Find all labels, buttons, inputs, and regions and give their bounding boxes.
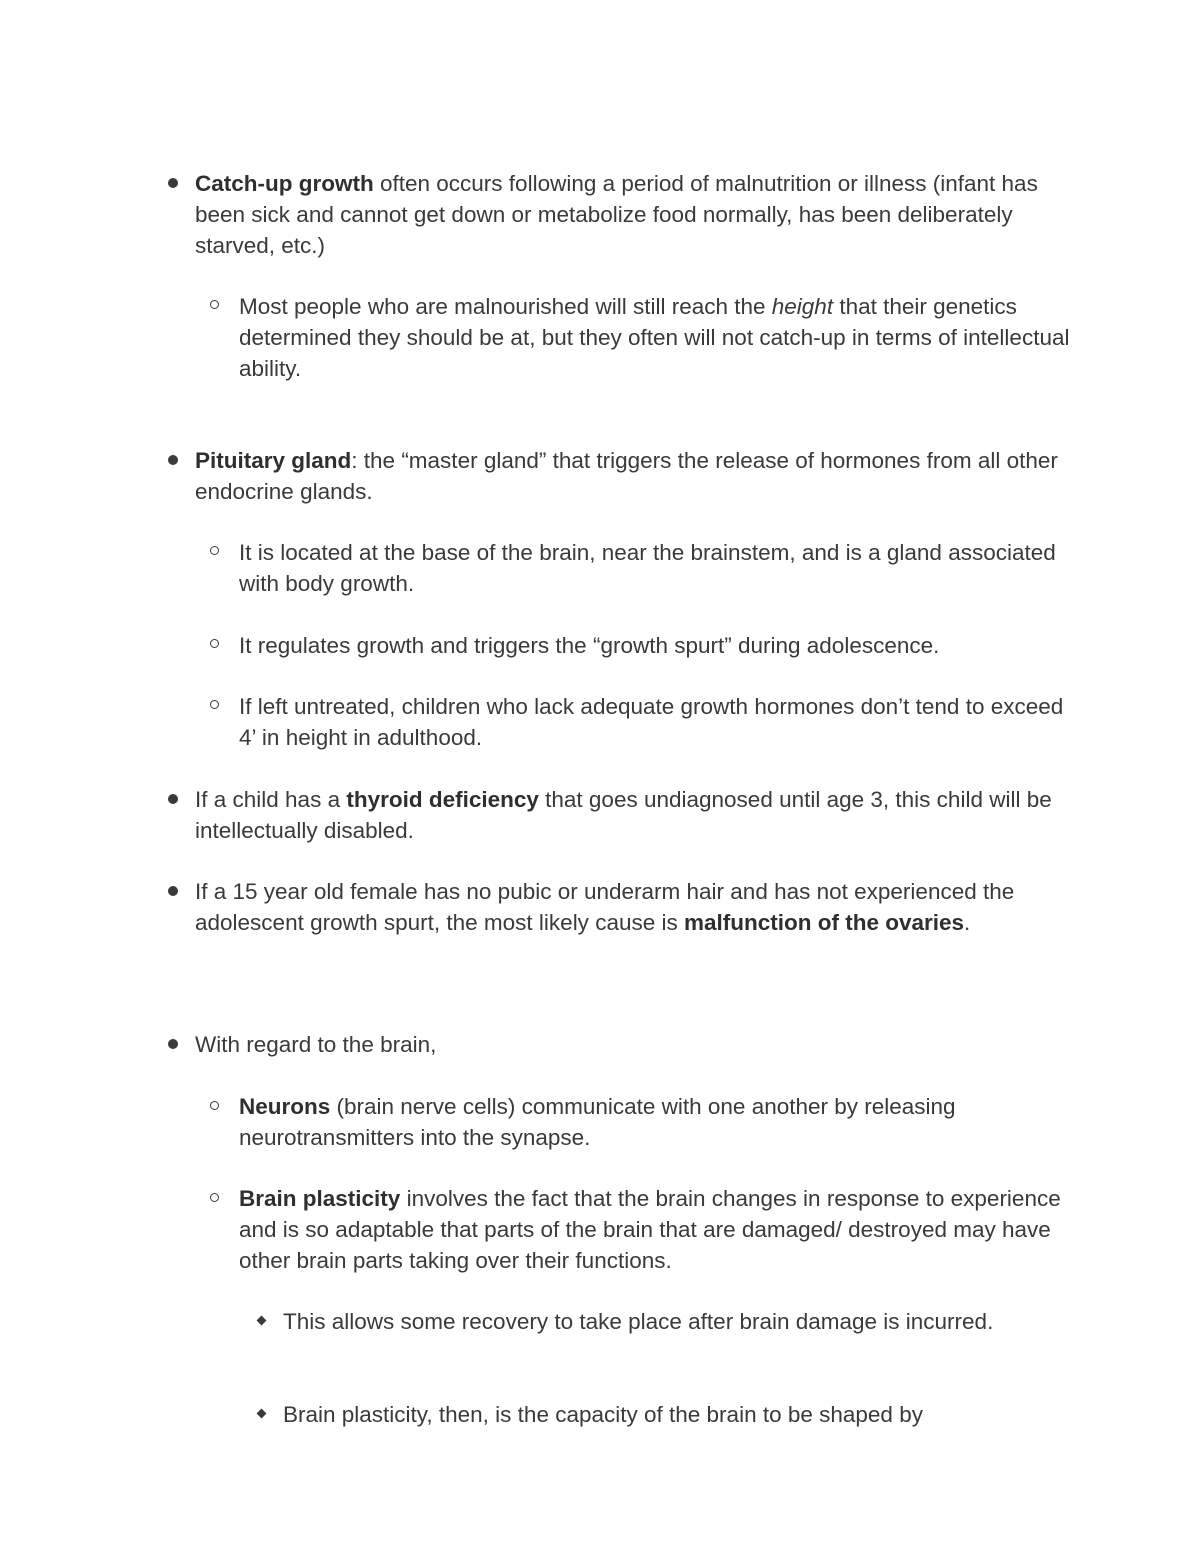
list-item-ovaries-malfunction: If a 15 year old female has no pubic or underarm hair and has not experienced the adolescent growth spurt, the most likely cause is malfunction of the ovaries. bbox=[195, 879, 1015, 935]
bullet-circle bbox=[210, 300, 219, 309]
bullet-disc bbox=[168, 886, 178, 896]
list-item-neurons: Neurons (brain nerve cells) communicate with one another by releasing neurotransmitters into the synapse. bbox=[239, 1094, 956, 1150]
bullet-circle bbox=[210, 639, 219, 648]
bullet-circle bbox=[210, 700, 219, 709]
term-brain-plasticity: Brain plasticity bbox=[239, 1186, 401, 1211]
list-item-pituitary-growth-spurt: It regulates growth and triggers the “growth spurt” during adolescence. bbox=[239, 633, 940, 658]
list-item-malnourished-height: Most people who are malnourished will still reach the height that their genetics determined they should be at, but they often will not catch-up in terms of intellectual ability. bbox=[239, 294, 1070, 381]
bullet-circle bbox=[210, 546, 219, 555]
catchup-growth-text: often occurs following a period of malnutrition or illness (infant has been sick and cannot get down or metabolize food normally, has been deliberately starved, etc.) bbox=[195, 171, 1038, 258]
bullet-circle bbox=[210, 1101, 219, 1110]
bullet-disc bbox=[168, 1039, 178, 1049]
list-item-thyroid-deficiency: If a child has a thyroid deficiency that goes undiagnosed until age 3, this child will be intellectually disabled. bbox=[195, 787, 1052, 843]
list-item-catchup-growth bbox=[195, 168, 1075, 261]
list-item-brain-plasticity: Brain plasticity involves the fact that the brain changes in response to experience and is so adaptable that parts of the brain that are damaged/ destroyed may have other brain parts taking over their functions. bbox=[239, 1186, 1061, 1273]
list-item-brain: With regard to the brain, bbox=[195, 1032, 437, 1057]
bullet-disc bbox=[168, 455, 178, 465]
term-pituitary-gland: Pituitary gland bbox=[195, 448, 352, 473]
list-item-pituitary-gland: Pituitary gland: the “master gland” that triggers the release of hormones from all other endocrine glands. bbox=[195, 448, 1058, 504]
list-item-plasticity-recovery: This allows some recovery to take place after brain damage is incurred. bbox=[283, 1309, 994, 1334]
term-malfunction-of-the-ovaries: malfunction of the ovaries bbox=[683, 910, 965, 935]
bullet-diamond bbox=[257, 1409, 267, 1419]
bullet-disc bbox=[168, 178, 178, 188]
term-thyroid-deficiency: thyroid deficiency bbox=[346, 787, 539, 812]
bullet-circle bbox=[210, 1193, 219, 1202]
list-item-pituitary-location: It is located at the base of the brain, near the brainstem, and is a gland associated with body growth. bbox=[239, 540, 1056, 596]
term-neurons: Neurons bbox=[239, 1094, 331, 1119]
bullet-disc bbox=[168, 794, 178, 804]
bullet-diamond bbox=[257, 1316, 267, 1326]
list-item-growth-hormone-deficiency: If left untreated, children who lack adequate growth hormones don’t tend to exceed 4’ in height in adulthood. bbox=[239, 694, 1064, 750]
list-item-plasticity-capacity: Brain plasticity, then, is the capacity of the brain to be shaped by bbox=[283, 1402, 923, 1427]
term-catchup-growth: Catch-up growth bbox=[195, 171, 374, 196]
emphasis-height: height bbox=[771, 294, 834, 319]
